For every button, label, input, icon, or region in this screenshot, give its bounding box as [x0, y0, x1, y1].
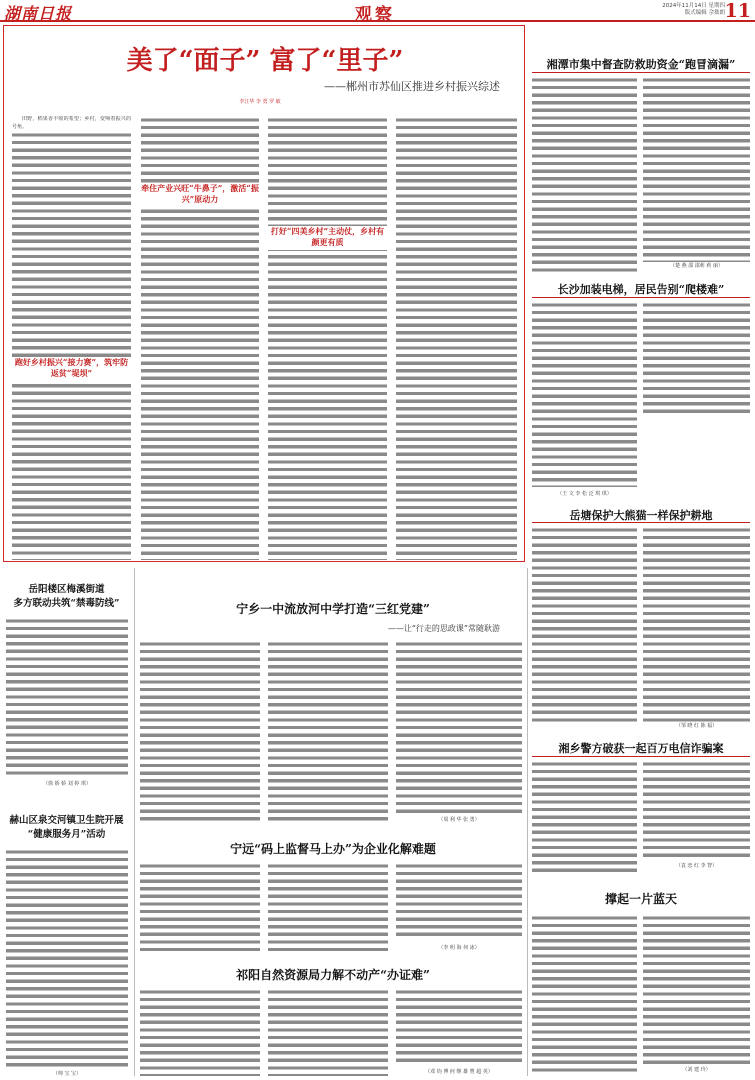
lower-4-credit: （李 明 海 何 冰）: [438, 945, 480, 951]
lower-6-col-b: [643, 914, 750, 1064]
right-article-1-credit: （楚 燕 邵 邵莉 莉 丽）: [670, 263, 723, 269]
lower-5-col-b: [268, 988, 388, 1076]
lower-3-subtitle: ——让“行走的思政课”常随耿游: [387, 624, 500, 633]
lower-6-credit: （刘 建 玲）: [682, 1067, 711, 1073]
lead-column-1: 田野，稻果香丰收的希望；乡村，变响着振兴的号角。: [12, 116, 131, 560]
divider: [134, 568, 135, 1076]
right-article-3-credit: （邹 晓 红 陈 福）: [675, 723, 718, 729]
lower-4-col-c: [396, 862, 522, 940]
lower-4-title: 宁远“码上监督马上办”为企业化解难题: [230, 842, 436, 856]
lead-subhead-2: 牵住产业兴旺“牛鼻子”，激活“振兴”原动力: [141, 183, 259, 207]
lower-4-col-a: [140, 862, 260, 952]
page-number: 11: [724, 0, 751, 22]
lower-5-col-c: [396, 988, 522, 1066]
right-article-1-title: 湘潭市集中督查防救助资金“跑冒滴漏”: [546, 58, 736, 71]
divider: [527, 568, 528, 1076]
rule: [532, 756, 750, 757]
lower-2-body: [6, 848, 128, 1068]
lower-3-col-a: [140, 640, 260, 824]
right-article-3-col-b: [643, 526, 750, 722]
lower-6-title: 撑起一片蓝天: [604, 892, 677, 906]
right-article-3-col-a: [532, 526, 637, 722]
lower-5-credit: （邓 钧 博 何 继 雄 曹 超 英）: [425, 1069, 493, 1075]
right-article-4-title: 湘乡警方破获一起百万电信诈骗案: [558, 742, 724, 755]
issue-meta: 2024年11月14日 星期四 版式编辑 佘拙朗: [662, 3, 725, 16]
lead-subtitle: ——郴州市苏仙区推进乡村振兴综述: [324, 80, 500, 93]
right-article-2-col-a: [532, 301, 637, 487]
rule: [532, 297, 750, 298]
lead-headline: 美了“面子” 富了“里子”: [126, 46, 404, 76]
right-article-4-credit: （袁 恋 红 李 智）: [675, 863, 718, 869]
right-article-4-col-a: [532, 760, 637, 872]
lead-subhead-1: 跑好乡村振兴“接力赛”，筑牢防返贫“堤坝”: [12, 357, 131, 381]
right-article-1-col-a: [532, 76, 637, 272]
lower-3-title: 宁乡一中流放河中学打造“三红党建”: [236, 602, 430, 616]
newspaper-logo: 湖南日报: [4, 4, 73, 23]
rule: [532, 72, 750, 73]
lower-6-col-a: [532, 914, 637, 1076]
rule: [532, 522, 750, 523]
lower-5-title: 祁阳自然资源局力解不动产“办证难”: [236, 968, 430, 982]
right-article-3-title: 岳塘保护大熊猫一样保护耕地: [569, 509, 713, 522]
lead-subhead-3: 打好“四美乡村”主动仗，乡村有颜更有质: [268, 226, 387, 250]
lower-4-col-b: [268, 862, 388, 952]
lead-column-4: [396, 116, 517, 560]
lead-column-3: [268, 116, 387, 560]
right-article-2-title: 长沙加装电梯，居民告别“爬楼难”: [557, 283, 725, 296]
lower-1-body: [6, 617, 128, 779]
lower-5-col-a: [140, 988, 260, 1076]
lower-1-title: 岳阳楼区梅溪街道 多方联动共筑“禁毒防线”: [13, 584, 120, 609]
right-article-1-col-b: [643, 76, 750, 262]
lower-1-credit: （徐 娇 娇 刘 婷 琪）: [43, 781, 91, 787]
lower-3-col-c: [396, 640, 522, 814]
lower-2-credit: （帅 宝 宝）: [52, 1071, 82, 1077]
right-article-4-col-b: [643, 760, 750, 860]
section-title: 观察: [355, 5, 395, 25]
lower-3-col-b: [268, 640, 388, 824]
lead-byline: 李江华 李 勇 罗 敏: [239, 99, 281, 105]
masthead: [0, 0, 755, 25]
right-article-2-credit: （王 文 李 松 泛 琪 琪）: [557, 491, 612, 497]
right-article-2-col-b: [643, 301, 750, 417]
lower-3-credit: （周 利 华 张 勇）: [438, 817, 480, 823]
lower-2-title: 赫山区泉交河镇卫生院开展 “健康服务月”活动: [9, 815, 124, 840]
